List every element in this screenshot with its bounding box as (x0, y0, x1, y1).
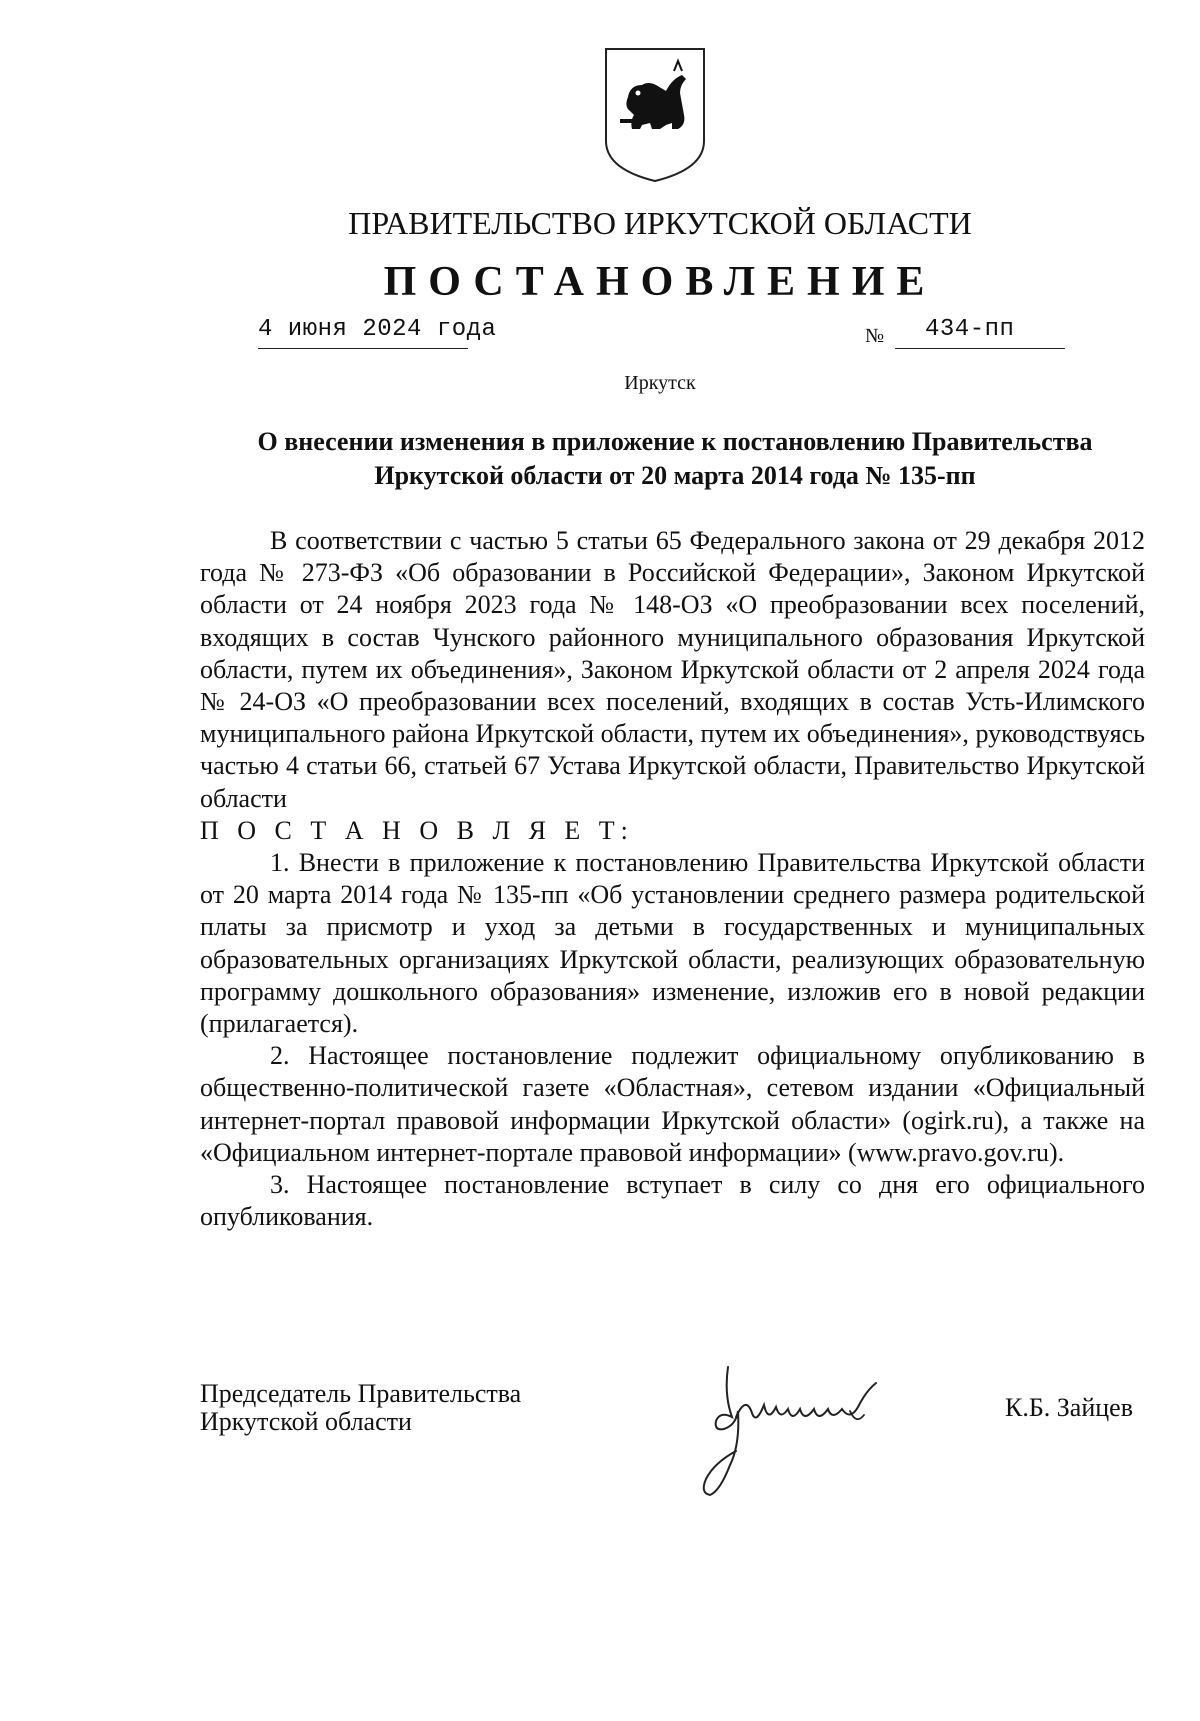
subject-line-1: О внесении изменения в приложение к постановлению Правительства (257, 427, 1093, 456)
document-body (200, 525, 1145, 1233)
signatory-position-line-1: Председатель Правительства (200, 1379, 522, 1408)
document-number-field (895, 312, 1065, 349)
document-date: 4 июня 2024 года (258, 316, 497, 343)
city-name: Иркутск (624, 372, 696, 394)
signatory-position-line-2: Иркутской области (200, 1407, 412, 1436)
preamble-paragraph: В соответствии с частью 5 статьи 65 Федерального закона от 29 декабря 2012 года № 273-ФЗ «Об образовании в Российской Федерации», Законом Иркутской области от 24 ноября 2023 года № 148-ОЗ «О преобразовании всех поселений, входящих в состав Чунского районного муниципального образования Иркутской области, путем их объединения», Законом Иркутской области от 2 апреля 2024 года № 24-ОЗ «О преобразовании всех поселений, входящих в состав Усть-Илимского муниципального района Иркутской области, путем их объединения», руководствуясь частью 4 статьи 66, статьей 67 Устава Иркутской области, Правительство Иркутской области (200, 526, 1145, 813)
item-3-paragraph: 3. Настоящее постановление вступает в силу со дня его официального опубликования. (200, 1170, 1145, 1232)
handwritten-signature-icon (680, 1355, 960, 1515)
subject-line-2: Иркутской области от 20 марта 2014 года № 135-пп (374, 461, 976, 490)
number-sign: № (865, 325, 885, 347)
coat-of-arms-icon (600, 45, 710, 185)
resolves-heading: П О С Т А Н О В Л Я Е Т: (200, 815, 634, 845)
document-subject (200, 425, 1150, 493)
item-1-paragraph: 1. Внести в приложение к постановлению Правительства Иркутской области от 20 марта 2014 года № 135-пп «Об установлении среднего размера родительской платы за присмотр и уход за детьми в государственных и муниципальных образовательных организациях Иркутской области, реализующих образовательную программу дошкольного образования» изменение, изложив его в новой редакции (прилагается). (200, 848, 1145, 1039)
item-2-paragraph: 2. Настоящее постановление подлежит официальному опубликованию в общественно-политической газете «Областная», сетевом издании «Официальный интернет-портал правовой информации Иркутской области» (ogirk.ru), а также на «Официальном интернет-портале правовой информации» (www.pravo.gov.ru). (200, 1041, 1145, 1167)
signatory-name: К.Б. Зайцев (1005, 1393, 1133, 1422)
government-title: ПРАВИТЕЛЬСТВО ИРКУТСКОЙ ОБЛАСТИ (348, 205, 972, 241)
document-type-heading: ПОСТАНОВЛЕНИЕ (383, 259, 937, 305)
signatory-position (200, 1380, 521, 1436)
document-number: 434-пп (925, 316, 1015, 343)
document-date-field (258, 312, 497, 349)
